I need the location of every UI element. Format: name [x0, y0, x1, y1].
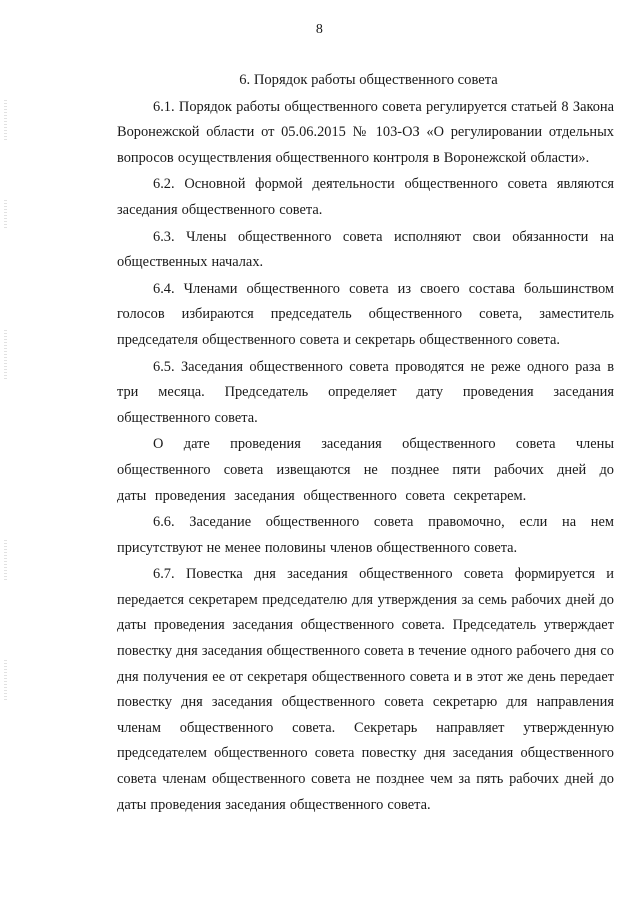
paragraph-6-2: 6.2. Основной формой деятельности общественного совета являются заседания общественного совета. — [117, 176, 614, 218]
paragraph-6-4: 6.4. Членами общественного совета из своего состава большинством голосов избираются председатель общественного совета, заместитель председателя общественного совета и секретарь общественного совета. — [117, 280, 614, 348]
paragraph-6-5-notice: О дате проведения заседания общественного совета члены общественного совета извещаются не позднее пяти рабочих дней до даты проведения заседания общественного совета секретарем. — [117, 436, 614, 504]
section-heading: 6. Порядок работы общественного совета — [239, 72, 498, 88]
paragraph-6-1: 6.1. Порядок работы общественного совета регулируется статьей 8 Закона Воронежской области от 05.06.2015 № 103-ОЗ «О регулировании отдельных вопросов осуществления общественного контроля в Воронежской области». — [117, 98, 614, 166]
document-body — [117, 68, 614, 819]
scan-artifact — [4, 330, 7, 380]
scan-artifact — [4, 540, 7, 580]
page-number: 8 — [315, 22, 324, 37]
paragraph-6-6: 6.6. Заседание общественного совета правомочно, если на нем присутствуют не менее половины членов общественного совета. — [117, 514, 614, 556]
scan-artifact — [4, 660, 7, 700]
paragraph-6-5: 6.5. Заседания общественного совета проводятся не реже одного раза в три месяца. Председатель определяет дату проведения заседания общественного совета. — [117, 358, 614, 426]
paragraph-6-7: 6.7. Повестка дня заседания общественного совета формируется и передается секретарем председателю для утверждения за семь рабочих дней до даты проведения заседания общественного совета. Председатель утверждает повестку дня заседания общественного совета в течение одного рабочего дня со дня получения ее от секретаря общественного совета и в этот же день передает повестку дня заседания общественного совета секретарю для направления членам общественного совета. Секретарь направляет утвержденную председателем общественного совета повестку дня заседания общественного совета членам общественного совета не позднее чем за пять рабочих дней до даты проведения заседания общественного совета. — [117, 566, 614, 813]
paragraph-6-3: 6.3. Члены общественного совета исполняют свои обязанности на общественных началах. — [117, 228, 614, 271]
scan-artifact — [4, 200, 7, 230]
scan-artifact — [4, 100, 7, 140]
